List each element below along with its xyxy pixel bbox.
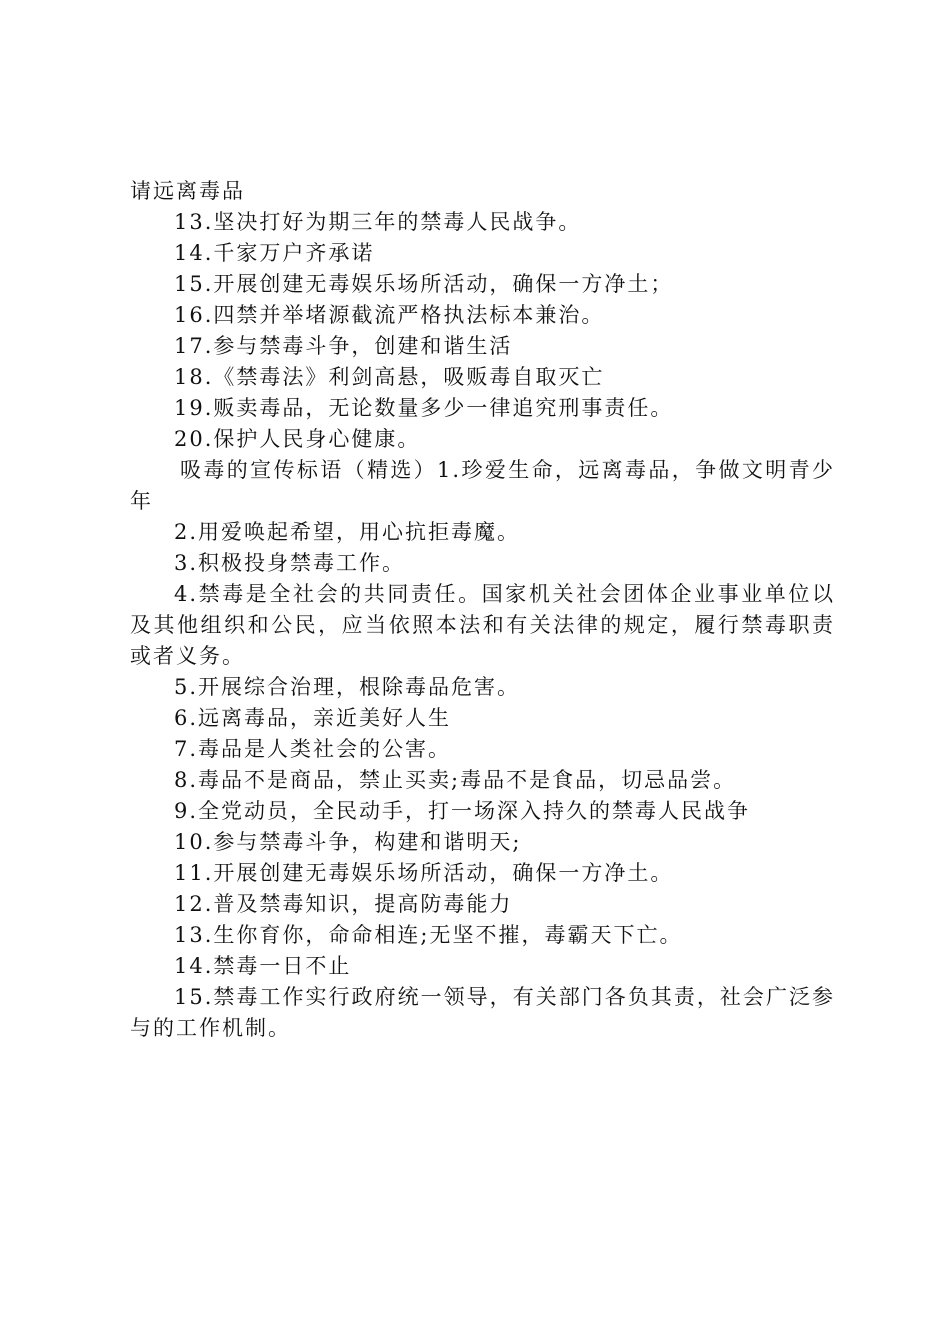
paragraph: 13.生你育你，命命相连;无坚不摧，毒霸天下亡。: [174, 923, 683, 947]
paragraph: 3.积极投身禁毒工作。: [174, 551, 406, 575]
paragraph: 7.毒品是人类社会的公害。: [174, 737, 452, 761]
paragraph: 15.开展创建无毒娱乐场所活动，确保一方净土；: [174, 272, 674, 296]
paragraph: 19.贩卖毒品，无论数量多少一律追究刑事责任。: [174, 396, 674, 420]
paragraph: 6.远离毒品，亲近美好人生: [174, 706, 452, 730]
paragraph: 4.禁毒是全社会的共同责任。国家机关社会团体企业事业单位以及其他组织和公民，应当依照本法和有关法律的规定，履行禁毒职责或者义务。: [130, 582, 835, 668]
paragraph: 16.四禁并举堵源截流严格执法标本兼治。: [174, 303, 605, 327]
paragraph: 13.坚决打好为期三年的禁毒人民战争。: [174, 210, 582, 234]
paragraph: 5.开展综合治理，根除毒品危害。: [174, 675, 521, 699]
paragraph: 14.千家万户齐承诺: [174, 241, 375, 265]
paragraph: 18.《禁毒法》利剑高悬，吸贩毒自取灭亡: [174, 365, 605, 389]
paragraph: 2.用爱唤起希望，用心抗拒毒魔。: [174, 520, 521, 544]
paragraph: 10.参与禁毒斗争，构建和谐明天;: [174, 830, 522, 854]
paragraph: 9.全党动员，全民动手，打一场深入持久的禁毒人民战争: [174, 799, 751, 823]
document-body: [130, 176, 835, 1044]
paragraph: 15.禁毒工作实行政府统一领导，有关部门各负其责，社会广泛参与的工作机制。: [130, 985, 835, 1040]
paragraph: 12.普及禁毒知识，提高防毒能力: [174, 892, 513, 916]
paragraph: 吸毒的宣传标语（精选）1.珍爱生命，远离毒品，争做文明青少年: [130, 458, 835, 513]
paragraph: 14.禁毒一日不止: [174, 954, 352, 978]
paragraph: 请远离毒品: [130, 179, 245, 203]
paragraph: 8.毒品不是商品，禁止买卖;毒品不是食品，切忌品尝。: [174, 768, 737, 792]
paragraph: 11.开展创建无毒娱乐场所活动，确保一方净土。: [174, 861, 674, 885]
paragraph: 17.参与禁毒斗争，创建和谐生活: [174, 334, 513, 358]
paragraph: 20.保护人民身心健康。: [174, 427, 421, 451]
